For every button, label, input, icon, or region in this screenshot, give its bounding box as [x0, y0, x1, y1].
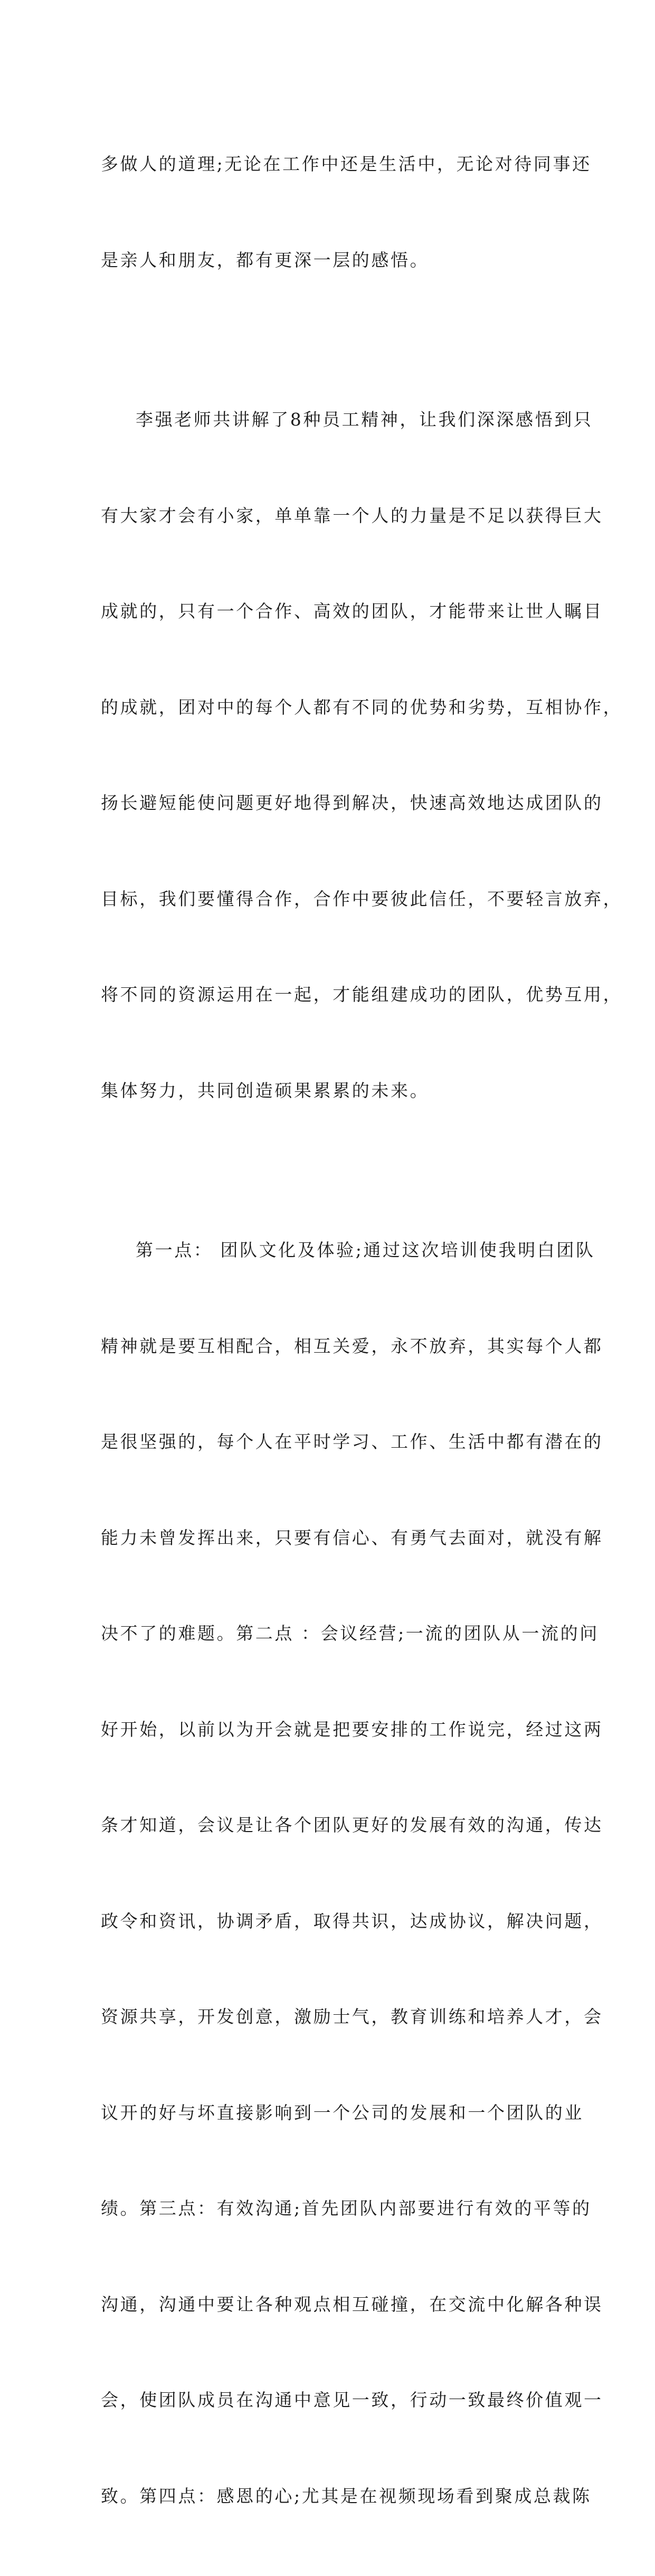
text-line: 好开始，以前以为开会就是把要安排的工作说完，经过这两	[101, 1719, 603, 1740]
text-line: 能力未曾发挥出来，只要有信心、有勇气去面对，就没有解	[101, 1527, 603, 1548]
text-line: 沟通，沟通中要让各种观点相互碰撞，在交流中化解各种误	[101, 2294, 603, 2315]
text-line: 精神就是要互相配合，相互关爱，永不放弃，其实每个人都	[101, 1335, 603, 1356]
text-line: 的成就，团对中的每个人都有不同的优势和劣势，互相协作，	[101, 696, 623, 718]
text-line: 政令和资讯，协调矛盾，取得共识，达成协议，解决问题，	[101, 1910, 603, 1931]
text-line: 成就的，只有一个合作、高效的团队，才能带来让世人瞩目	[101, 601, 603, 621]
text-line: 致。第四点：感恩的心;尤其是在视频现场看到聚成总裁陈	[101, 2485, 592, 2506]
text-line: 绩。第三点：有效沟通;首先团队内部要进行有效的平等的	[101, 2198, 592, 2219]
text-line: 李强老师共讲解了8种员工精神，让我们深深感悟到只	[136, 409, 593, 430]
paragraph-3	[101, 1171, 603, 2576]
text-line: 第一点： 团队文化及体验;通过这次培训使我明白团队	[136, 1240, 595, 1260]
text-line: 是亲人和朋友，都有更深一层的感悟。	[101, 249, 430, 270]
text-line: 多做人的道理;无论在工作中还是生活中，无论对待同事还	[101, 154, 592, 174]
text-line: 决不了的难题。第二点 ：会议经营;一流的团队从一流的问	[101, 1623, 599, 1644]
text-line: 目标，我们要懂得合作，合作中要彼此信任，不要轻言放弃，	[101, 888, 623, 909]
text-line: 议开的好与坏直接影响到一个公司的发展和一个团队的业	[101, 2102, 584, 2123]
text-line: 是很坚强的，每个人在平时学习、工作、生活中都有潜在的	[101, 1431, 603, 1452]
paragraph-2	[101, 340, 623, 1171]
text-line: 资源共享，开发创意，激励士气，教育训练和培养人才，会	[101, 2006, 603, 2027]
text-line: 有大家才会有小家，单单靠一个人的力量是不足以获得巨大	[101, 505, 603, 526]
text-line: 会，使团队成员在沟通中意见一致，行动一致最终价值观一	[101, 2390, 603, 2410]
text-line: 将不同的资源运用在一起，才能组建成功的团队，优势互用，	[101, 984, 623, 1005]
text-line: 条才知道，会议是让各个团队更好的发展有效的沟通，传达	[101, 1815, 603, 1835]
text-line: 集体努力，共同创造硕果累累的未来。	[101, 1080, 430, 1101]
text-line: 扬长避短能使问题更好地得到解决，快速高效地达成团队的	[101, 792, 603, 813]
document-body	[101, 84, 623, 2576]
paragraph-1	[101, 84, 592, 340]
